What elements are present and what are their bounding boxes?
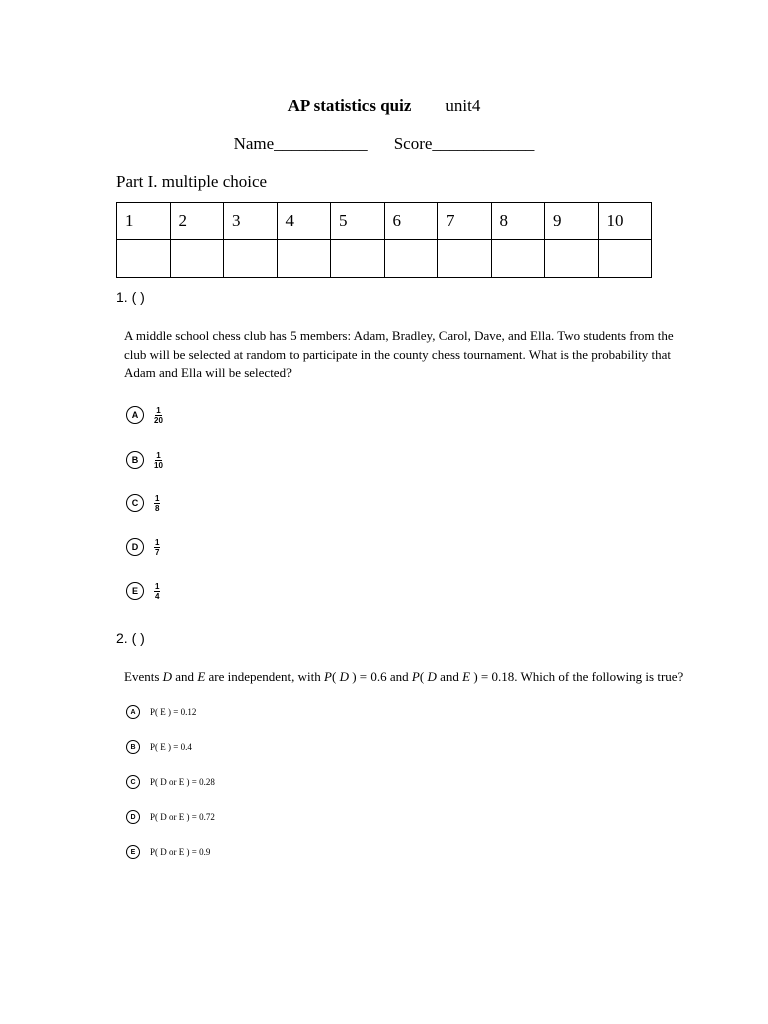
answer-table-number: 8 [491,203,545,240]
question-1-option-a[interactable] [126,403,163,427]
answer-table-blank-row [117,240,652,278]
option-letter-circle: B [126,451,144,469]
answer-table-number: 2 [170,203,224,240]
part-heading: Part I. multiple choice [116,172,268,191]
question-2-option-b[interactable] [126,736,192,758]
option-text: P( E ) = 0.4 [150,742,192,752]
fraction-denominator: 7 [155,547,160,557]
option-text: P( E ) = 0.12 [150,707,197,717]
answer-cell[interactable] [598,240,652,278]
score-field[interactable]: Score____________ [393,134,535,153]
fraction-denominator: 4 [155,591,160,601]
answer-cell[interactable] [117,240,171,278]
question-1-option-c[interactable] [126,491,160,515]
option-text: P( D or E ) = 0.28 [150,777,215,787]
answer-table-number: 3 [224,203,278,240]
fraction [154,406,163,425]
option-text: P( D or E ) = 0.9 [150,847,211,857]
option-letter-circle: C [126,494,144,512]
option-letter-circle: E [126,582,144,600]
answer-table [116,202,652,278]
option-letter-circle: D [126,810,140,824]
answer-cell[interactable] [331,240,385,278]
answer-cell[interactable] [438,240,492,278]
question-2-option-c[interactable] [126,771,215,793]
fraction-denominator: 8 [155,503,160,513]
answer-table-number: 4 [277,203,331,240]
quiz-title [0,96,768,116]
name-score-line [0,134,768,154]
answer-cell[interactable] [277,240,331,278]
fraction [154,494,160,513]
answer-cell[interactable] [384,240,438,278]
name-field[interactable]: Name___________ [233,134,368,153]
answer-table-number: 1 [117,203,171,240]
question-1-option-e[interactable] [126,579,160,603]
option-letter-circle: C [126,775,140,789]
fraction-denominator: 20 [154,415,163,425]
answer-table-number: 6 [384,203,438,240]
question-1-option-b[interactable] [126,448,163,472]
answer-table-number: 10 [598,203,652,240]
answer-table-number: 9 [545,203,599,240]
answer-cell[interactable] [224,240,278,278]
answer-cell[interactable] [491,240,545,278]
fraction [154,538,160,557]
option-letter-circle: A [126,705,140,719]
fraction-denominator: 10 [154,460,163,470]
question-2-text: Events D and E are independent, with P( D ) = 0.6 and P( D and E ) = 0.18. Which of the following is true? [124,669,684,684]
option-letter-circle: E [126,845,140,859]
fraction-numerator: 1 [155,493,160,503]
answer-table-number: 7 [438,203,492,240]
question-1-number: 1. ( ) [116,289,145,305]
unit-text: unit4 [445,96,481,115]
option-letter-circle: B [126,740,140,754]
fraction [154,582,160,601]
fraction-numerator: 1 [155,537,160,547]
fraction-numerator: 1 [155,581,160,591]
fraction [154,451,163,470]
question-1-text: A middle school chess club has 5 members: Adam, Bradley, Carol, Dave, and Ella. Two students from the club will be selected at random to participate in the county chess tournament. What is the probability that Adam and Ella will be selected? [124,328,674,380]
question-2-option-e[interactable] [126,841,210,863]
option-text: P( D or E ) = 0.72 [150,812,215,822]
option-letter-circle: D [126,538,144,556]
question-2-option-a[interactable] [126,701,196,723]
fraction-numerator: 1 [156,450,161,460]
answer-table-number: 5 [331,203,385,240]
question-2-option-d[interactable] [126,806,215,828]
question-2-number: 2. ( ) [116,630,145,646]
title-text: AP statistics quiz [287,96,412,115]
fraction-numerator: 1 [156,405,161,415]
answer-cell[interactable] [545,240,599,278]
answer-cell[interactable] [170,240,224,278]
option-letter-circle: A [126,406,144,424]
question-1-option-d[interactable] [126,535,160,559]
answer-table-header-row [117,203,652,240]
